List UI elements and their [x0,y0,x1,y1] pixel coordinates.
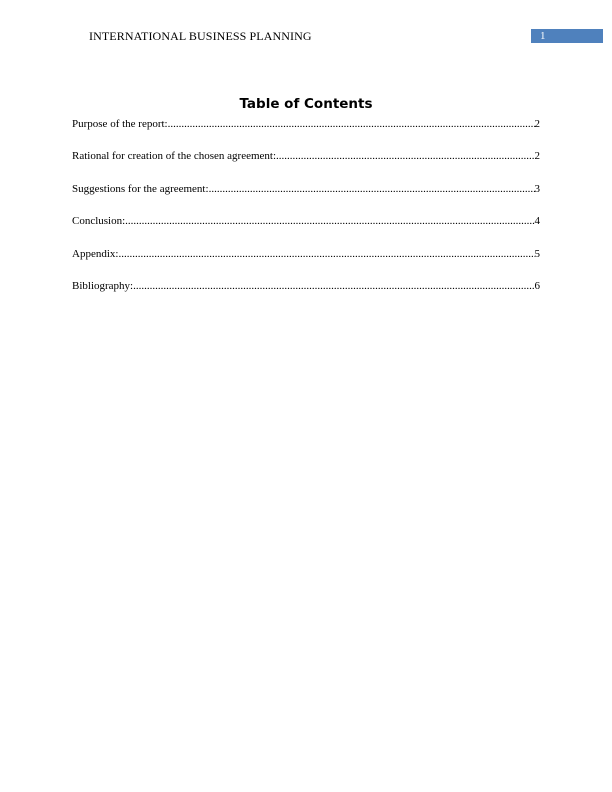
toc-entry-label: Purpose of the report: [72,118,168,130]
page-number: 1 [540,30,546,42]
toc-dot-leader [276,148,534,164]
toc-entry-appendix[interactable] [72,246,540,262]
toc-entry-suggestions[interactable] [72,181,540,197]
toc-entry-label: Suggestions for the agreement: [72,182,209,195]
toc-entry-label: Bibliography: [72,279,134,292]
toc-dot-leader [168,116,535,132]
toc-dot-leader [209,181,535,197]
toc-entry-conclusion[interactable] [72,213,540,229]
toc-entry-label: Appendix: [72,247,119,260]
toc-entry-page: 2 [534,150,540,163]
toc-entry-purpose[interactable] [72,116,540,132]
toc-entry-page: 5 [534,247,540,260]
toc-entry-bibliography[interactable] [72,278,540,294]
toc-entry-page: 6 [534,279,540,292]
toc-entry-page: 3 [534,182,540,195]
toc-list [72,116,540,310]
toc-dot-leader [133,278,534,294]
toc-entry-label: Rational for creation of the chosen agreement: [72,150,277,163]
toc-entry-rational[interactable] [72,148,540,164]
toc-entry-page: 4 [534,215,540,228]
toc-dot-leader [118,246,534,262]
page-number-badge [531,29,603,43]
toc-dot-leader [125,213,534,229]
toc-entry-page: 2 [534,118,540,130]
running-header-title: INTERNATIONAL BUSINESS PLANNING [89,29,312,43]
toc-heading: Table of Contents [239,96,373,112]
toc-entry-label: Conclusion: [72,215,126,228]
